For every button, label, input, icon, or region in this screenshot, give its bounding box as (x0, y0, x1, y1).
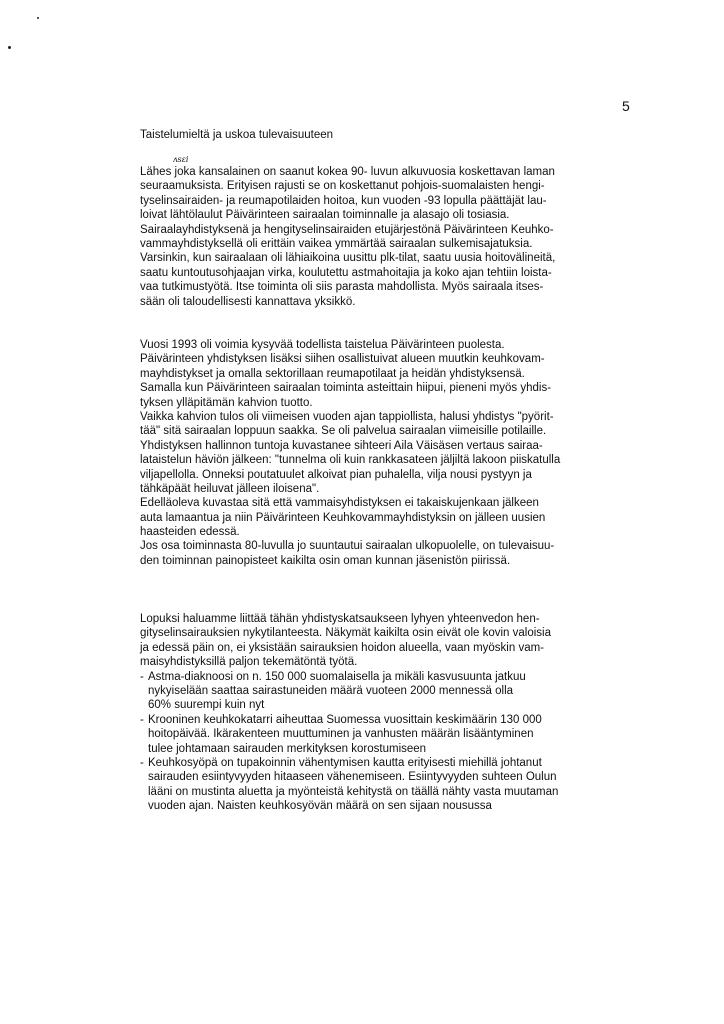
text-line: Keuhkosyöpä on tupakoinnin vähentymisen kautta erityisesti miehillä johtanut (148, 756, 542, 769)
text-line: Astma-diaknoosi on n. 150 000 suomalaisella ja mikäli kasvusuunta jatkuu (148, 670, 526, 683)
text-line: Krooninen keuhkokatarri aiheuttaa Suomessa vuosittain keskimäärin 130 000 (148, 713, 542, 726)
text-line: Lähes joka kansalainen on saanut kokea 90- luvun alkuvuosia koskettavan laman (140, 166, 555, 178)
text-line: auta lamaantua ja niin Päivärinteen Keuhkovammayhdistyksin on jälleen uusien (140, 511, 546, 524)
text-line: sairauden esiintyvyyden hitaaseen vähenemiseen. Esiintyvyyden suhteen Oulun (148, 771, 557, 784)
bullet-chronic-bronchitis (140, 713, 558, 756)
text-line: loivat lähtölaulut Päivärinteen sairaalan toiminnalle ja alasajo oli tosiasia. (140, 209, 510, 222)
text-line: Yhdistyksen hallinnon tuntoja kuvastanee sihteeri Aila Väisäsen vertaus sairaa- (140, 439, 543, 452)
section-heading: Taistelumieltä ja uskoa tulevaisuuteen (140, 129, 334, 141)
text-line: tää" sitä sairaalan loppuun saakka. Se oli palvelua sairaalan viimeisille potilaille. (140, 425, 547, 438)
text-line: maisyhdistyksillä paljon tekemätöntä työtä. (140, 656, 358, 669)
text-line: vuoden ajan. Naisten keuhkosyövän määrä on sen sijaan nousussa (148, 800, 492, 813)
text-line: tulee johtamaan sairauden merkityksen korostumiseen (148, 742, 427, 755)
paragraph-intro (140, 165, 555, 309)
text-line: Sairaalayhdistyksenä ja hengityselinsairaiden etujärjestönä Päivärinteen Keuhko- (140, 223, 554, 236)
text-line: tyksen ylläpitämän kahvion tuotto. (140, 396, 313, 409)
bullet-mark: - (140, 670, 144, 683)
text-line: tähkäpäät heiluvat jälleen iloisena". (140, 482, 320, 495)
text-line: Jos osa toiminnasta 80-luvulla jo suuntautui sairaalan ulkopuolelle, on tulevaisuu- (140, 540, 555, 553)
paragraph-1993 (140, 338, 560, 568)
handwritten-note: ʌsεi (173, 155, 189, 164)
scan-speck (8, 46, 11, 49)
text-line: sään oli taloudellisesti kannattava yksikkö. (140, 295, 356, 308)
bullet-lung-cancer (140, 756, 558, 814)
paragraph-summary (140, 612, 558, 813)
text-line: tyselinsairaiden- ja reumapotilaiden hoitoa, kun vuoden -93 lopulla päättäjät lau- (140, 194, 547, 207)
text-line: hoitopäivää. Ikärakenteen muuttuminen ja vanhusten määrän lisääntyminen (148, 728, 534, 741)
text-line: saatu kuntoutusohjaajan virka, koulutettu astmahoitajia ja koko ajan tehtiin loista- (140, 266, 552, 279)
text-line: den toiminnan painopisteet kaikilta osin oman kunnan jäsenistön piirissä. (140, 554, 511, 567)
text-line: vammayhdistyksellä oli erittäin vaikea ymmärtää sairaalan sulkemisajatuksia. (140, 237, 533, 250)
text-line: Vuosi 1993 oli voimia kysyvää todellista taistelua Päivärinteen puolesta. (140, 339, 505, 351)
text-line: Lopuksi haluamme liittää tähän yhdistyskatsaukseen lyhyen yhteenvedon hen- (140, 613, 540, 625)
text-line: Edelläoleva kuvastaa sitä että vammaisyhdistyksen ei takaiskujenkaan jälkeen (140, 497, 539, 510)
bullet-mark: - (140, 713, 144, 726)
page-number: 5 (622, 98, 630, 114)
bullet-asthma (140, 670, 558, 713)
text-line: Päivärinteen yhdistyksen lisäksi siihen osallistuivat alueen muutkin keuhkovam- (140, 353, 545, 366)
text-line: seuraamuksista. Erityisen rajusti se on koskettanut pohjois-suomalaisten hengi- (140, 180, 545, 193)
text-line: Varsinkin, kun sairaalaan oli lähiaikoina uusittu plk-tilat, saatu uusia hoitovälineitä, (140, 252, 556, 265)
text-line: nykyiselään saattaa sairastuneiden määrä vuoteen 2000 mennessä olla (148, 684, 514, 697)
text-line: Vaikka kahvion tulos oli viimeisen vuoden ajan tappiollista, halusi yhdistys "pyörit- (140, 410, 554, 423)
text-line: viljapellolla. Onneksi poutatuulet alkoivat pian puhalella, vilja nousi pystyyn ja (140, 468, 532, 481)
text-line: vaa tutkimustyötä. Itse toiminta oli siis parasta mahdollista. Myös sairaala itses- (140, 281, 544, 294)
text-line: haasteiden edessä. (140, 526, 240, 539)
text-line: gityselinsairauksien nykytilanteesta. Näkymät kaikilta osin eivät ole kovin valoisia (140, 627, 551, 640)
scan-speck (37, 17, 39, 19)
text-line: ja edessä päin on, ei yksistään sairauksien hoidon alueella, vaan myöskin vam- (140, 641, 545, 654)
text-line: Samalla kun Päivärinteen sairaalan toiminta asteittain hiipui, pieneni myös yhdis- (140, 382, 552, 395)
text-line: lääni on mustinta aluetta ja myönteistä kehitystä on täällä nähty vasta muutaman (148, 785, 559, 798)
text-line: 60% suurempi kuin nyt (148, 699, 265, 712)
bullet-mark: - (140, 756, 144, 769)
text-line: mayhdistykset ja omalla sektorillaan reumapotilaat ja heidän yhdistyksensä. (140, 367, 525, 380)
text-line: lataistelun häviön jälkeen: "tunnelma oli kuin rankkasateen jäljiltä lakoon piiskatulla (140, 454, 561, 467)
